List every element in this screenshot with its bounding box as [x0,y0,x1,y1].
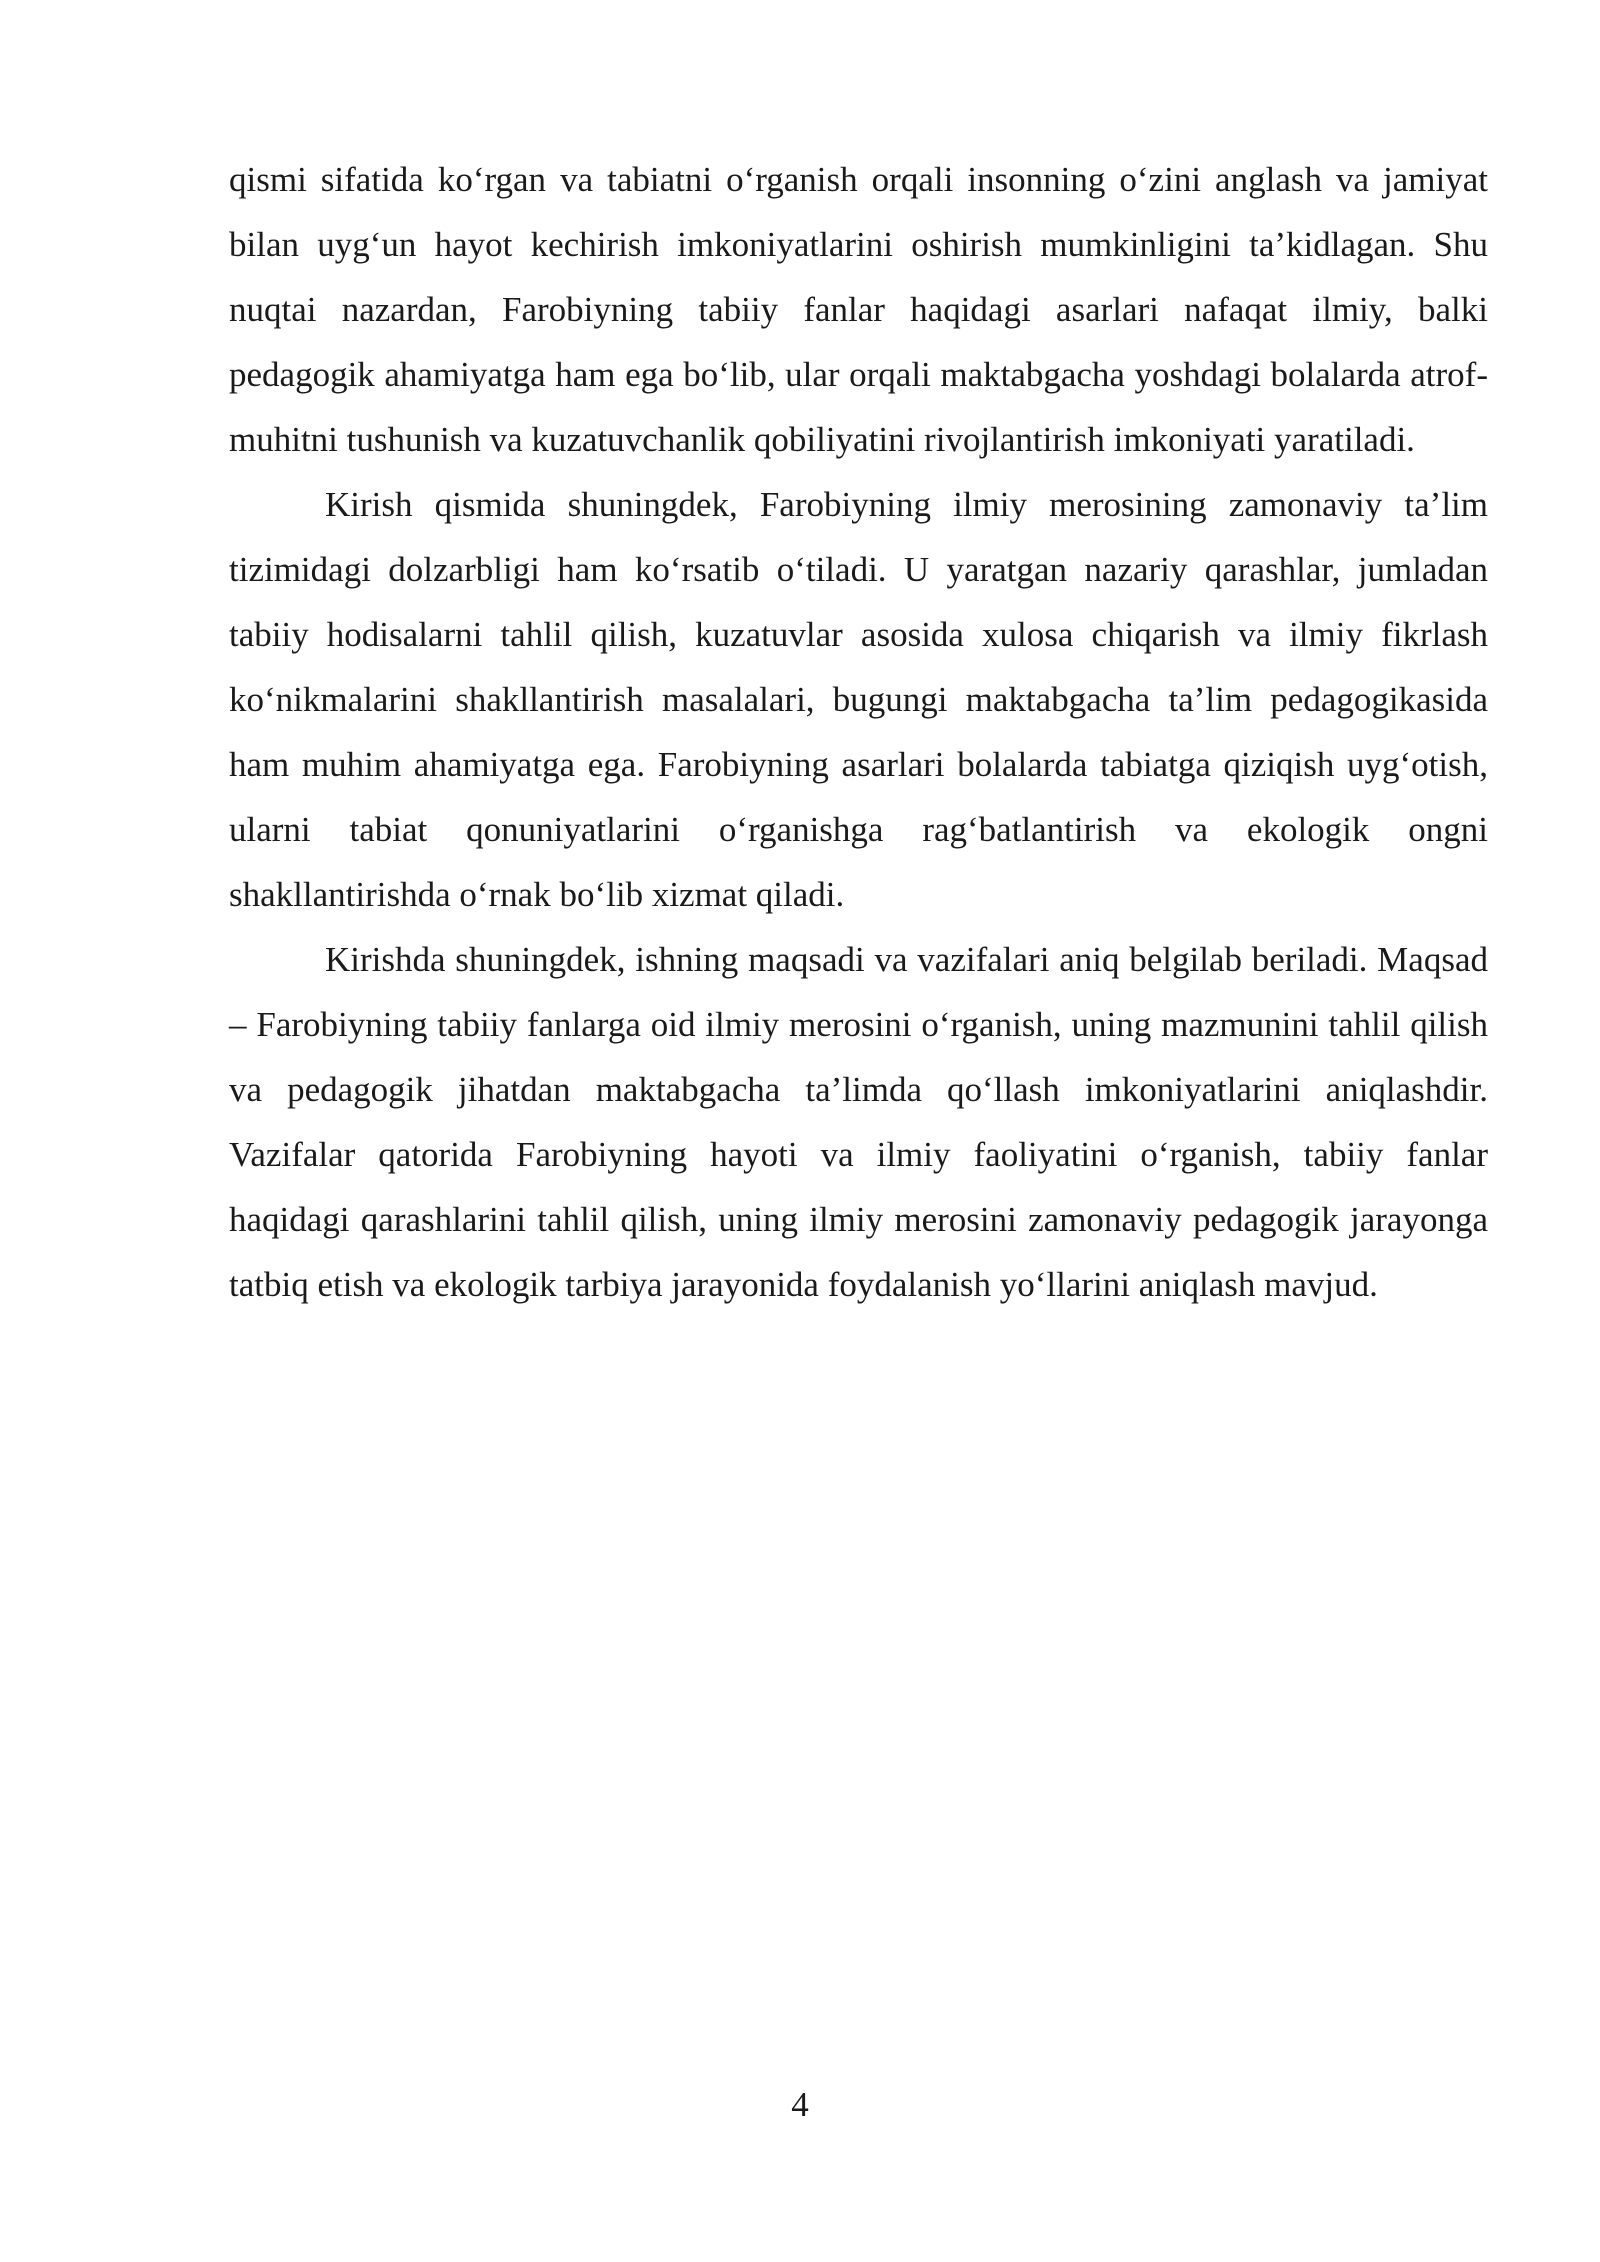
paragraph-relevance: Kirish qismida shuningdek, Farobiyning ilmiy merosining zamonaviy ta’lim tizimidagi dolzarbligi ham ko‘rsatib o‘tiladi. U yaratgan nazariy qarashlar, jumladan tabiiy hodisalarni tahlil qilish, kuzatuvlar asosida xulosa chiqarish va ilmiy fikrlash ko‘nikmalarini shakllantirish masalalari, bugungi maktabgacha ta’lim pedagogikasida ham muhim ahamiyatga ega. Farobiyning asarlari bolalarda tabiatga qiziqish uyg‘otish, ularni tabiat qonuniyatlarini o‘rganishga rag‘batlantirish va ekologik ongni shakllantirishda o‘rnak bo‘lib xizmat qiladi. [229,485,1488,914]
body-text [229,147,1488,1317]
page-number: 4 [791,2085,809,2124]
paragraph-goals: Kirishda shuningdek, ishning maqsadi va vazifalari aniq belgilab beriladi. Maqsad – Farobiyning tabiiy fanlarga oid ilmiy merosini o‘rganish, uning mazmunini tahlil qilish va pedagogik jihatdan maktabgacha ta’limda qo‘llash imkoniyatlarini aniqlashdir. Vazifalar qatorida Farobiyning hayoti va ilmiy faoliyatini o‘rganish, tabiiy fanlar haqidagi qarashlarini tahlil qilish, uning ilmiy merosini zamonaviy pedagogik jarayonga tatbiq etish va ekologik tarbiya jarayonida foydalanish yo‘llarini aniqlash mavjud. [229,940,1488,1304]
paragraph-continuation: qismi sifatida ko‘rgan va tabiatni o‘rganish orqali insonning o‘zini anglash va jamiyat bilan uyg‘un hayot kechirish imkoniyatlarini oshirish mumkinligini ta’kidlagan. Shu nuqtai nazardan, Farobiyning tabiiy fanlar haqidagi asarlari nafaqat ilmiy, balki pedagogik ahamiyatga ham ega bo‘lib, ular orqali maktabgacha yoshdagi bolalarda atrof-muhitni tushunish va kuzatuvchanlik qobiliyatini rivojlantirish imkoniyati yaratiladi. [229,160,1488,459]
